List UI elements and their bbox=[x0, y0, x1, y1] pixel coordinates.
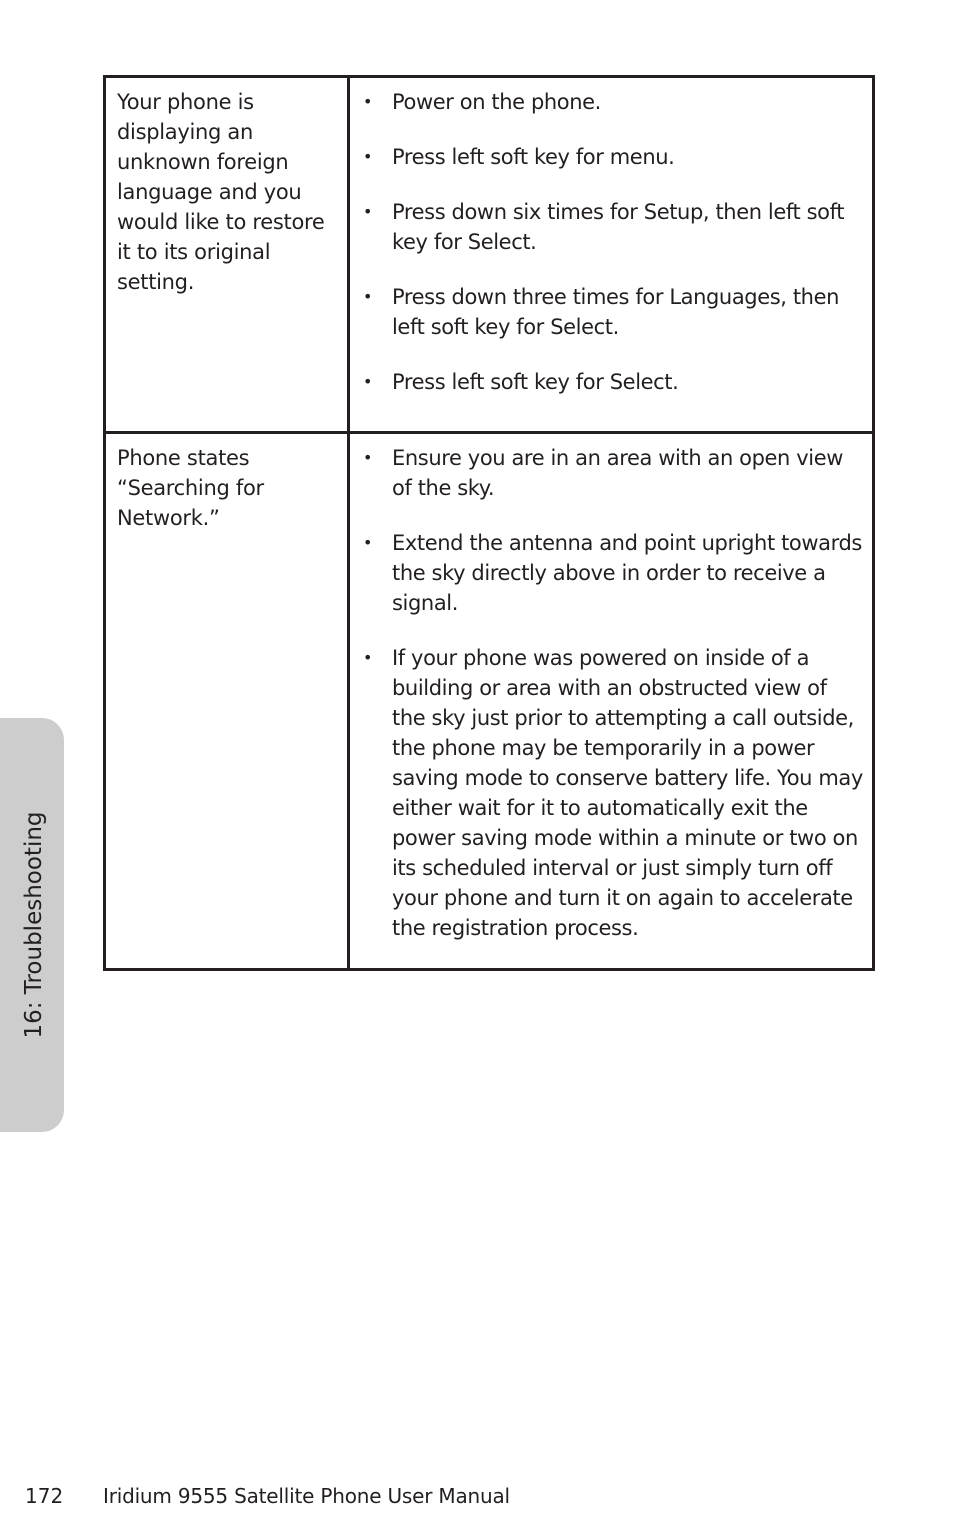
bullet-icon: • bbox=[363, 448, 373, 467]
bullet-icon: • bbox=[363, 648, 373, 667]
problem-cell bbox=[105, 433, 349, 970]
solution-list bbox=[350, 78, 872, 397]
solution-list bbox=[350, 434, 872, 943]
table-row bbox=[105, 433, 874, 970]
solution-text: Ensure you are in an area with an open view of the sky. bbox=[392, 446, 843, 500]
solution-item bbox=[363, 142, 864, 172]
bullet-icon: • bbox=[363, 92, 373, 111]
solution-text: Power on the phone. bbox=[392, 90, 601, 114]
solution-text: Press down three times for Languages, then left soft key for Select. bbox=[392, 285, 840, 339]
solution-cell bbox=[349, 433, 874, 970]
troubleshooting-table bbox=[103, 75, 875, 971]
solution-item bbox=[363, 443, 864, 503]
problem-text: Phone states “Searching for Network.” bbox=[117, 446, 264, 530]
chapter-tab-label: 16: Troubleshooting bbox=[21, 811, 47, 1039]
problem-text: Your phone is displaying an unknown foreign language and you would like to restore it to its original setting. bbox=[117, 90, 325, 294]
solution-text: Press left soft key for menu. bbox=[392, 145, 675, 169]
page-number: 172 bbox=[25, 1484, 64, 1508]
solution-item bbox=[363, 528, 864, 618]
table-row bbox=[105, 77, 874, 433]
solution-cell bbox=[349, 77, 874, 433]
solution-text: If your phone was powered on inside of a building or area with an obstructed view of the sky just prior to attempting a call outside, the phone may be temporarily in a power saving mode to conserve battery life. You may either wait for it to automatically exit the power saving mode within a minute or two on its scheduled interval or just simply turn off your phone and turn it on again to accelerate the registration process. bbox=[392, 646, 863, 940]
bullet-icon: • bbox=[363, 533, 373, 552]
bullet-icon: • bbox=[363, 372, 373, 391]
solution-text: Press left soft key for Select. bbox=[392, 370, 679, 394]
solution-item bbox=[363, 282, 864, 342]
solution-item bbox=[363, 643, 864, 943]
bullet-icon: • bbox=[363, 287, 373, 306]
solution-item bbox=[363, 87, 864, 117]
manual-title: Iridium 9555 Satellite Phone User Manual bbox=[103, 1484, 510, 1508]
solution-item bbox=[363, 367, 864, 397]
solution-item bbox=[363, 197, 864, 257]
solution-text: Press down six times for Setup, then left soft key for Select. bbox=[392, 200, 845, 254]
solution-text: Extend the antenna and point upright towards the sky directly above in order to receive a signal. bbox=[392, 531, 862, 615]
bullet-icon: • bbox=[363, 202, 373, 221]
problem-cell bbox=[105, 77, 349, 433]
bullet-icon: • bbox=[363, 147, 373, 166]
